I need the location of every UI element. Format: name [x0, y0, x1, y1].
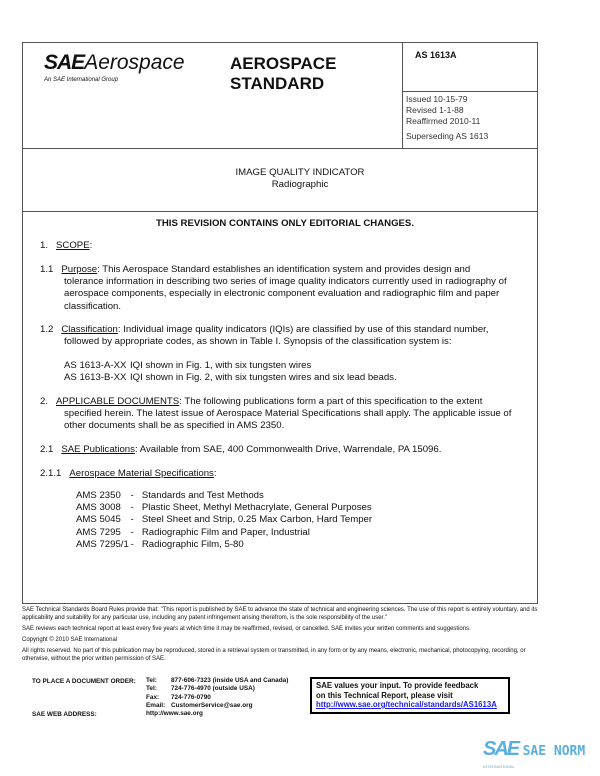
board-rules: SAE Technical Standards Board Rules provide that: "This report is published by SAE to advance the state of technical and engineering sciences. The use of this report is entirely voluntary, and its applicability and suitability for any particular use, including any patent infringement arising therefrom, is the sole responsibility of the user." — [22, 607, 538, 621]
divider — [23, 148, 537, 149]
section-1: 1. SCOPE: — [40, 240, 93, 251]
doc-number: AS 1613A — [415, 50, 457, 60]
copyright: Copyright © 2010 SAE International — [22, 637, 118, 643]
review-note: SAE reviews each technical report at least every five years at which time it may be reaffirmed, revised, or cancelled. SAE invites your written comments and suggestions. — [22, 626, 471, 632]
divider — [23, 211, 537, 212]
web-label: SAE WEB ADDRESS: — [32, 711, 97, 718]
order-label: TO PLACE A DOCUMENT ORDER: — [32, 678, 136, 685]
list-item: AMS 3008 - Plastic Sheet, Methyl Methacrylate, General Purposes — [76, 502, 372, 514]
section-2-1: 2.1 SAE Publications: Available from SAE, 400 Commonwealth Drive, Warrendale, PA 15096. — [40, 444, 442, 455]
section-2: 2. APPLICABLE DOCUMENTS: The following publications form a part of this specification to the extent specified herein. The latest issue of Aerospace Material Specifications shall apply. The applicable issue of other documents shall be as specified in AMS 2350. — [40, 396, 512, 432]
ams-list — [76, 490, 372, 551]
doc-dates: Issued 10-15-79 Revised 1-1-88 Reaffirmed 2010-11 Superseding AS 1613 — [406, 94, 489, 141]
list-item: AMS 2350 - Standards and Test Methods — [76, 490, 264, 501]
classification-list: AS 1613-A-XX IQI shown in Fig. 1, with six tungsten wires AS 1613-B-XX IQI shown in Fig. 2, with six tungsten wires and six lead beads. — [64, 360, 397, 384]
revision-note: THIS REVISION CONTAINS ONLY EDITORIAL CHANGES. — [156, 218, 414, 229]
rights-notice: All rights reserved. No part of this publication may be reproduced, stored in a retrieval system or transmitted, in any form or by any means, electronic, mechanical, photocopying, recording, or otherwise, without the prior written permission of SAE. — [22, 648, 526, 662]
section-2-1-1: 2.1.1 Aerospace Material Specifications: — [40, 468, 217, 479]
list-item: AMS 5045 - Steel Sheet and Strip, 0.25 Max Carbon, Hard Temper — [76, 514, 373, 526]
divider — [402, 91, 537, 92]
feedback-box: SAE values your input. To provide feedback on this Technical Report, please visit http://www.sae.org/technical/standards/AS1613A — [310, 677, 510, 714]
sae-norm-watermark-logo: SAE SAE NORM INTERNATIONAL — [483, 738, 586, 769]
section-1-1: 1.1 Purpose: This Aerospace Standard establishes an identification system and provides design and tolerance information in describing two series of image quality indicators currently used in radiography of aerospace components, especially in electronic component evaluation and radiographic film and paper classification. — [40, 264, 507, 312]
list-item: AMS 7295/1 - Radiographic Film, 5-80 — [76, 538, 244, 550]
divider — [402, 43, 403, 148]
section-1-2: 1.2 Classification: Individual image quality indicators (IQIs) are classified by use of this standard number, followed by appropriate codes, as shown in Table I. Synopsis of the classification system is: — [40, 324, 489, 348]
feedback-link[interactable]: http://www.sae.org/technical/standards/AS1613A — [316, 700, 497, 709]
document-title: IMAGE QUALITY INDICATOR Radiographic — [235, 167, 365, 191]
sae-aerospace-logo: SAEAerospace An SAE International Group — [44, 51, 185, 83]
web-address[interactable]: http://www.sae.org — [146, 710, 203, 718]
doc-type-title: AEROSPACE STANDARD — [230, 54, 337, 93]
list-item: AMS 7295 - Radiographic Film and Paper, Industrial — [76, 526, 310, 538]
contact-list: Tel: 877-606-7323 (inside USA and Canada) Tel: 724-776-4970 (outside USA) Fax: 724-776-0790 Email: CustomerService@sae.org http://www.sae.org — [146, 677, 289, 718]
